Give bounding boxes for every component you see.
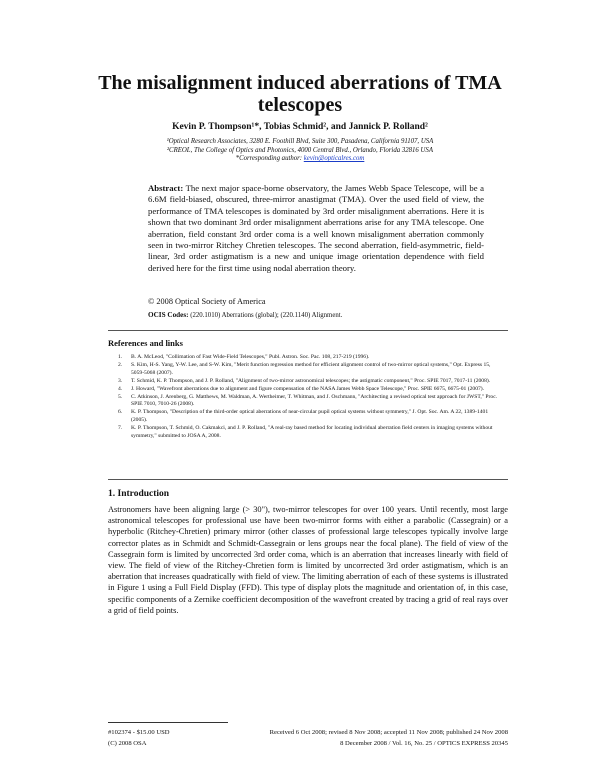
reference-number: 1.: [118, 354, 123, 360]
corresponding-email-link[interactable]: kevin@opticalres.com: [303, 155, 365, 162]
affiliations: [60, 138, 540, 164]
osa-copyright: (C) 2008 OSA: [108, 740, 147, 747]
ocis-codes: [148, 311, 342, 319]
reference-item: [118, 394, 503, 410]
reference-text: T. Schmid, K. P. Thompson, and J. P. Rolland, "Alignment of two-mirror astronomical telescopes; the astigmatic component," Proc. SPIE 7017, 7017-11 (2008).: [131, 377, 491, 384]
ocis-label: OCIS Codes:: [148, 311, 189, 319]
reference-number: 4.: [118, 385, 123, 392]
author-list: Kevin P. Thompson¹*, Tobias Schmid², and Jannick P. Rolland²: [172, 122, 428, 132]
journal-citation: 8 December 2008 / Vol. 16, No. 25 / OPTICS EXPRESS 20345: [340, 740, 508, 747]
ocis-text: (220.1010) Aberrations (global); (220.1140) Alignment.: [190, 312, 343, 319]
references-list: [118, 354, 503, 441]
section-heading-introduction: 1. Introduction: [108, 489, 170, 499]
reference-text: K. P. Thompson, T. Schmid, O. Cakmakci, and J. P. Rolland, "A real-ray based method for locating individual aberration field centers in imaging systems without symmetry," submitted to JOSA A, 2008.: [131, 425, 493, 440]
reference-item: [118, 362, 503, 378]
document-id: #102374 - $15.00 USD: [108, 729, 170, 736]
reference-text: J. Howard, "Wavefront aberrations due to alignment and figure compensation of the NASA James Webb Space Telescope," Proc. SPIE 6675, 6675-01 (2007).: [131, 385, 485, 392]
reference-item: [118, 354, 503, 362]
reference-number: 2.: [118, 361, 123, 368]
reference-number: 6.: [118, 409, 123, 416]
affiliation-2: ²CREOL, The College of Optics and Photonics, 4000 Central Blvd., Orlando, Florida 32816 USA: [167, 146, 433, 154]
reference-text: B. A. McLeod, "Collimation of Fast Wide-Field Telescopes," Publ. Astron. Soc. Pac. 108, 217-219 (1996).: [131, 354, 370, 360]
paper-title: The misalignment induced aberrations of TMA telescopes: [98, 72, 502, 116]
abstract-text: The next major space-borne observatory, the James Webb Space Telescope, will be a 6.6M field-biased, obscured, three-mirror anastigmat (TMA). Over the used field of view, the performance of TMA telescopes is dominated by 3rd order misalignment aberrations. Here it is shown that two dominant 3rd order misalignment aberrations arise for any TMA telescope. One aberration, field constant 3rd order coma is a well known misalignment aberration commonly seen in two-mirror Ritchey Chretien telescopes. The second aberration, field-asymmetric, field-linear, 3rd order astigmatism is a new and unique image orientation dependence with field derived here for the first time using nodal aberration theory.: [148, 183, 485, 273]
introduction-paragraph: Astronomers have been aligning large (> 30"), two-mirror telescopes for over 100 years. Until recently, most large astronomical telescopes for professional use have been two-mirror forms with either a parabolic (Cassegrain) or a hyperbolic (Ritchey-Chretien) primary mirror (other classes of professional large telescopes typically involve large corrector plates as in Schmidt and Schmidt-Cassegrain or lens groups near the focal plane). The field of view of the Cassegrain form is limited by uncorrected 3rd order coma, which is an aberration that increases linearly with field of view. The field of view of the Ritchey-Chretien form is limited by uncorrected 3rd order astigmatism, which is an aberration that increases quadratically with field of view. The limiting aberration of each of these systems is illustrated in Figure 1 using a Full Field Display (FFD). This type of display plots the magnitude and orientation of, in this case, specific components of a Zernike coefficient decomposition of the wavefront created by tracing a grid of real rays over a grid of field points.: [108, 505, 508, 615]
footer-divider: [108, 722, 228, 723]
reference-item: [118, 386, 503, 394]
reference-number: 3.: [118, 377, 123, 384]
references-heading: References and links: [108, 338, 183, 348]
divider-bottom: [108, 479, 508, 480]
abstract-label: Abstract:: [148, 183, 184, 193]
reference-number: 7.: [118, 425, 123, 432]
reference-text: S. Kim, H-S. Yang, Y-W. Lee, and S-W. Kim, "Merit function regression method for efficient alignment control of two-mirror optical systems," Opt. Express 15, 5059-5068 (2007).: [131, 361, 491, 376]
abstract: [148, 183, 484, 274]
reference-text: K. P. Thompson, "Description of the third-order optical aberrations of near-circular pupil optical systems without symmetry," J. Opt. Soc. Am. A 22, 1389-1401 (2005).: [131, 409, 489, 424]
submission-history: Received 6 Oct 2008; revised 8 Nov 2008; accepted 11 Nov 2008; published 24 Nov 2008: [269, 729, 508, 736]
reference-number: 5.: [118, 393, 123, 400]
corresponding-author: [60, 155, 540, 164]
affiliation-1: ¹Optical Research Associates, 3280 E. Foothill Blvd, Suite 300, Pasadena, California 91107, USA: [166, 138, 434, 145]
corresponding-label: *Corresponding author:: [235, 155, 304, 162]
divider-top: [108, 330, 508, 331]
reference-item: [118, 378, 503, 386]
reference-item: [118, 409, 503, 425]
reference-item: [118, 425, 503, 441]
reference-text: C. Atkinson, J. Arenberg, G. Matthews, M. Waldman, A. Wertheimer, T. Whitman, and J. Oschmann, "Architecting a revised optical test approach for JWST," Proc. SPIE 7010, 7010-26 (2008).: [131, 393, 498, 408]
copyright-notice: © 2008 Optical Society of America: [148, 297, 266, 306]
